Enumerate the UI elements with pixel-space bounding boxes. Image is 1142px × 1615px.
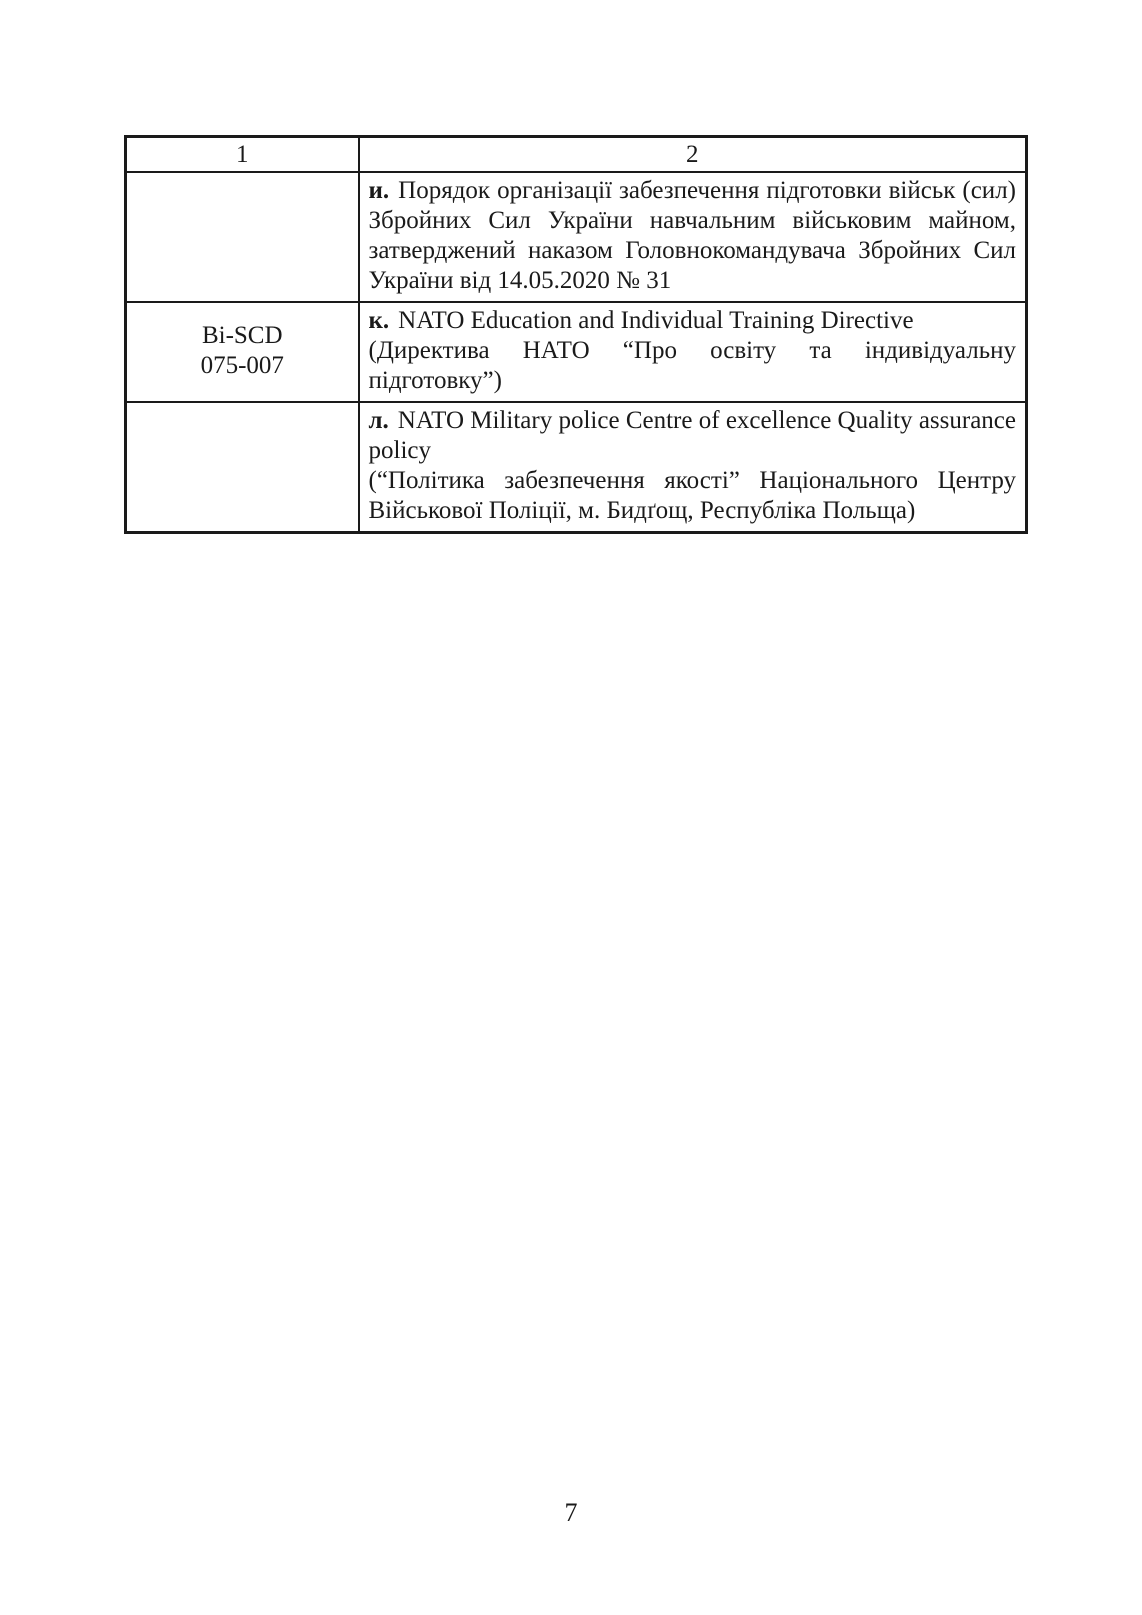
- item-marker: и.: [368, 177, 390, 204]
- reference-text: Порядок організації забезпечення підготовки військ (сил) Збройних Сил України навчальним військовим майном, затверджений наказом Головнокомандувача Збройних Сил України від 14.05.2020 № 31: [368, 177, 1016, 294]
- table-row: [126, 302, 1027, 402]
- reference-cell: [359, 172, 1027, 302]
- reference-cell: [359, 302, 1027, 402]
- document-code-line: Bi-SCD: [201, 322, 283, 349]
- page-number: 7: [564, 1498, 578, 1527]
- references-table: [124, 135, 1028, 534]
- table-header-row: [126, 137, 1027, 173]
- table-row: [126, 402, 1027, 533]
- document-code-line: 075-007: [200, 352, 284, 379]
- document-code-cell: [126, 172, 359, 302]
- column-header-2: 2: [359, 137, 1027, 173]
- reference-translation: (Директива НАТО “Про освіту та індивідуальну підготовку”): [368, 337, 1016, 394]
- reference-item: [369, 176, 1017, 296]
- item-marker: л.: [368, 407, 389, 434]
- document-code-cell: [126, 402, 359, 533]
- table-row: [126, 172, 1027, 302]
- reference-cell: [359, 402, 1027, 533]
- reference-item: [369, 306, 1017, 336]
- reference-text: NATO Military police Centre of excellence Quality assurance policy: [368, 407, 1016, 464]
- column-header-1: 1: [126, 137, 359, 173]
- document-code-cell: [126, 302, 359, 402]
- item-marker: к.: [368, 307, 390, 334]
- reference-translation: (“Політика забезпечення якості” Національного Центру Військової Поліції, м. Бидґощ, Республіка Польща): [368, 467, 1016, 524]
- reference-item: [369, 406, 1017, 466]
- reference-text: NATO Education and Individual Training Directive: [398, 307, 914, 334]
